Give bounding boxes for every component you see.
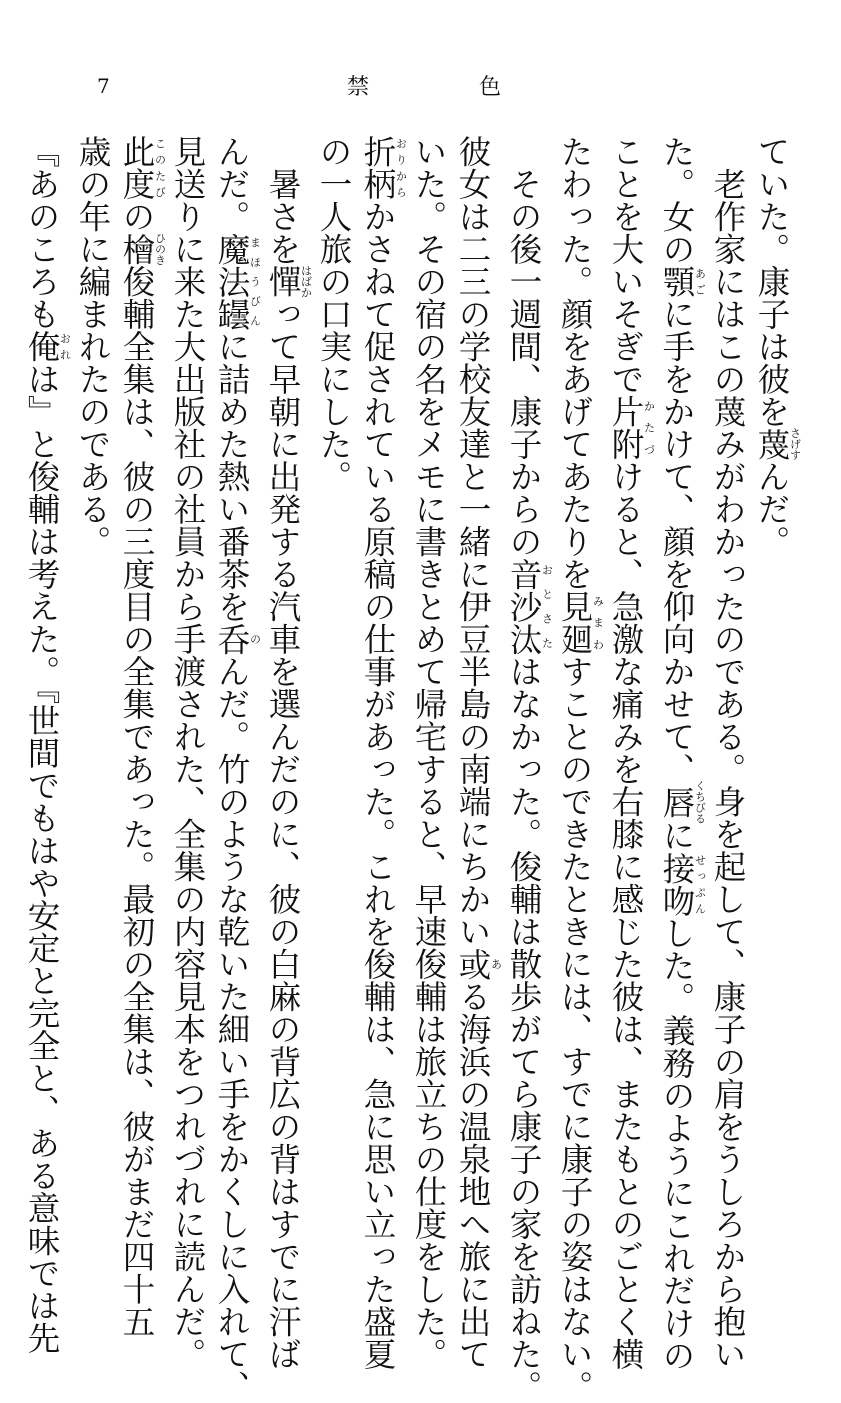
text-segment: の	[118, 200, 156, 233]
text-line	[115, 135, 167, 1338]
text-segment: した。義務のようにこれだけの	[658, 916, 696, 1372]
text-segment: んだ。竹のような乾いた細い手をかくしに入れて、	[213, 655, 251, 1403]
text-segment: は』と俊輔は考えた。『世間でもはや安定と完全と、ある意味では先	[23, 362, 61, 1354]
text-segment: たわった。顔をあげてあたりを	[556, 135, 594, 590]
text-segment: 歳の年に編まれたのである。	[74, 135, 112, 558]
ruby-base: 俺	[23, 330, 61, 363]
ruby-reading: あ	[489, 947, 503, 980]
ruby-reading: せっぷん	[693, 851, 707, 917]
text-line	[553, 135, 605, 1403]
text-segment: に詰めた熱い番茶を	[213, 330, 251, 623]
text-segment: いた。その宿の名をメモに書きとめて帰宅すると、早速俊輔は旅立ちの仕度をした。	[410, 135, 448, 1370]
text-segment: の一人旅の口実にした。	[315, 135, 353, 493]
ruby-reading: このたび	[153, 135, 167, 200]
ruby-annotated-word	[454, 947, 503, 981]
text-line	[71, 135, 115, 1155]
text-line	[210, 135, 262, 1403]
ruby-base: 蔑	[753, 427, 791, 461]
ruby-annotated-word	[118, 232, 167, 266]
ruby-reading: おりから	[394, 135, 408, 200]
ruby-reading: ひのき	[153, 232, 167, 266]
text-segment: かさねて促されている原稿の仕事があった。これを俊輔は、急に思い立った盛夏	[359, 200, 397, 1370]
ruby-reading: おれ	[58, 330, 72, 363]
ruby-base: 唇	[658, 780, 696, 824]
ruby-reading: かたづ	[642, 395, 656, 460]
text-segment: んだ。	[753, 460, 791, 558]
ruby-reading: あご	[693, 265, 707, 298]
text-line	[166, 135, 210, 1370]
text-segment: ことを大いそぎで	[607, 135, 645, 395]
ruby-base: 魔法罎	[213, 232, 251, 330]
text-line	[750, 135, 801, 1155]
ruby-base: 呑	[213, 622, 251, 655]
text-line	[407, 135, 451, 1370]
text-segment: その後一週間、康子からの	[505, 135, 543, 558]
text-line	[655, 135, 707, 1372]
ruby-reading: の	[248, 622, 262, 655]
ruby-base: 此度	[118, 135, 156, 200]
page-number: 7	[97, 74, 110, 98]
text-segment: 暑さを	[264, 135, 302, 265]
ruby-annotated-word	[658, 780, 707, 824]
ruby-base: 折柄	[359, 135, 397, 200]
body-text	[20, 135, 802, 1403]
ruby-annotated-word	[658, 851, 707, 917]
ruby-reading: みまわ	[591, 590, 605, 655]
ruby-base: 顎	[658, 265, 696, 298]
text-line	[502, 135, 554, 1403]
text-segment: 彼女は二三の学校友達と一緒に伊豆半島の南端にちかい	[454, 135, 492, 948]
running-head-title-part2: 色	[479, 75, 502, 100]
ruby-annotated-word	[213, 232, 262, 331]
text-segment: すことのできたときには、すでに康子の姿はない。	[556, 655, 594, 1403]
text-line	[356, 135, 408, 1370]
ruby-annotated-word	[264, 264, 313, 298]
ruby-base: 音沙汰	[505, 557, 543, 655]
text-segment: って早朝に出発する汽車を選んだのに、彼の白麻の背広の背はすでに汗ば	[264, 297, 302, 1370]
ruby-annotated-word	[753, 427, 802, 461]
ruby-annotated-word	[118, 135, 167, 200]
ruby-reading: おとさた	[540, 557, 554, 655]
ruby-base: 見廻	[556, 590, 594, 655]
text-segment: に	[658, 819, 696, 852]
text-segment: た。女の	[658, 135, 696, 265]
ruby-annotated-word	[556, 590, 605, 655]
ruby-base: 憚	[264, 264, 302, 298]
ruby-base: 檜	[118, 232, 156, 266]
ruby-annotated-word	[23, 330, 72, 363]
text-segment: 見送りに来た大出版社の社員から手渡された、全集の内容見本をつれづれに読んだ。	[169, 135, 207, 1370]
text-line	[604, 135, 656, 1370]
ruby-reading: さげす	[788, 427, 802, 461]
ruby-annotated-word	[213, 622, 262, 656]
text-line	[20, 135, 72, 1354]
ruby-base: 片附	[607, 395, 645, 460]
ruby-annotated-word	[359, 135, 408, 200]
ruby-reading: くちびる	[693, 780, 707, 824]
text-segment: ていた。康子は彼を	[753, 135, 791, 428]
text-line	[261, 135, 313, 1370]
text-line	[451, 135, 503, 1370]
text-segment: んだ。	[213, 135, 251, 233]
text-segment: けると、急激な痛みを右膝に感じた彼は、またもとのごとく横	[607, 460, 645, 1370]
ruby-reading: まほうびん	[248, 232, 262, 330]
text-segment: 『あのころも	[23, 135, 61, 330]
running-head-title-part1: 禁	[347, 75, 370, 100]
ruby-annotated-word	[607, 395, 656, 460]
text-segment: に手をかけて、顔を仰向かせて、	[658, 297, 696, 785]
text-segment: る海浜の温泉地へ旅に出て	[454, 980, 492, 1370]
ruby-base: 接吻	[658, 851, 696, 917]
ruby-annotated-word	[505, 557, 554, 656]
text-segment: はなかった。俊輔は散歩がてら康子の家を訪ねた。	[505, 655, 543, 1403]
ruby-reading: はばか	[299, 264, 313, 298]
text-line	[312, 135, 356, 1155]
text-segment: 老作家にはこの蔑みがわかったのである。身を起して、康子の肩をうしろから抱い	[709, 135, 747, 1370]
ruby-annotated-word	[658, 265, 707, 298]
ruby-base: 或	[454, 947, 492, 980]
text-segment: 俊輔全集は、彼の三度目の全集であった。最初の全集は、彼がまだ四十五	[118, 265, 156, 1338]
text-line	[706, 135, 750, 1370]
